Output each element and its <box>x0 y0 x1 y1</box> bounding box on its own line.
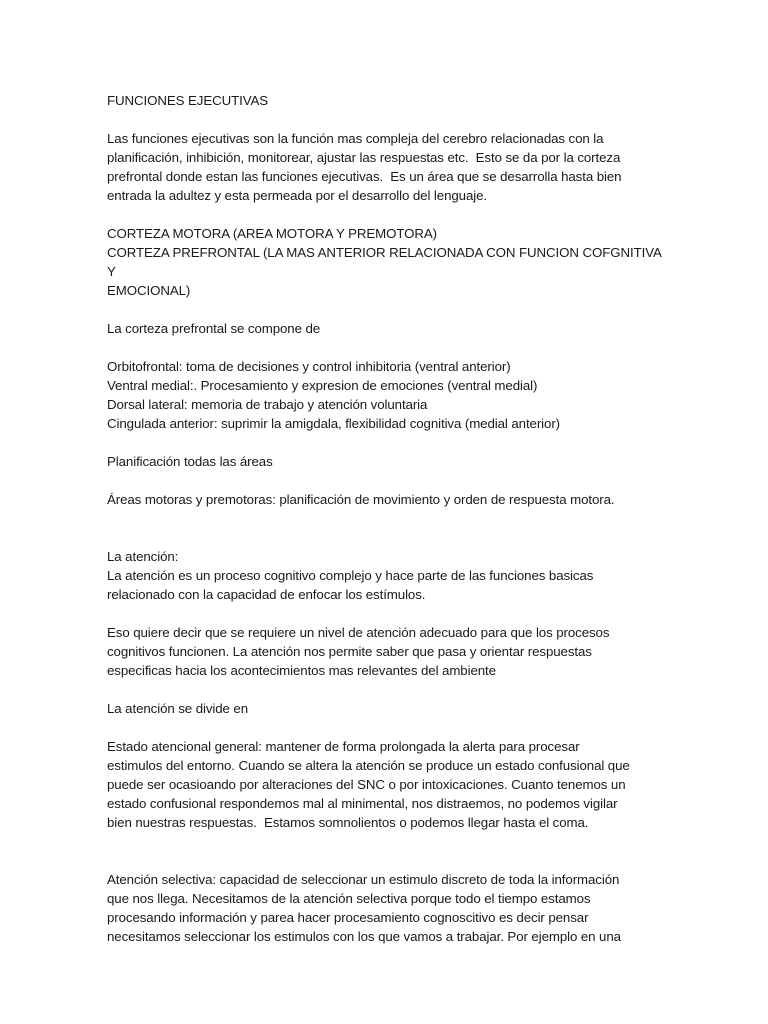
text-line: Eso quiere decir que se requiere un nivel de atención adecuado para que los procesos <box>107 625 610 640</box>
document-page <box>107 91 667 946</box>
region-item: Dorsal lateral: memoria de trabajo y atención voluntaria <box>107 397 428 412</box>
spacer <box>107 300 667 319</box>
selective-paragraph <box>107 870 667 946</box>
intro-paragraph <box>107 129 667 205</box>
spacer <box>107 832 667 870</box>
cortex-paragraph <box>107 224 667 300</box>
composition-intro: La corteza prefrontal se compone de <box>107 321 321 336</box>
text-line: La atención es un proceso cognitivo complejo y hace parte de las funciones basicas <box>107 568 594 583</box>
text-line: especificas hacia los acontecimientos mas relevantes del ambiente <box>107 663 496 678</box>
text-line: Atención selectiva: capacidad de seleccionar un estimulo discreto de toda la información <box>107 872 620 887</box>
text-line: CORTEZA MOTORA (AREA MOTORA Y PREMOTORA) <box>107 226 437 241</box>
text-line: bien nuestras respuestas. Estamos somnolientos o podemos llegar hasta el coma. <box>107 815 589 830</box>
text-line: CORTEZA PREFRONTAL (LA MAS ANTERIOR RELACIONADA CON FUNCION COFGNITIVA Y <box>107 245 665 279</box>
text-line: entrada la adultez y esta permeada por el desarrollo del lenguaje. <box>107 188 487 203</box>
region-item: Orbitofrontal: toma de decisiones y control inhibitoria (ventral anterior) <box>107 359 511 374</box>
spacer <box>107 205 667 224</box>
spacer <box>107 509 667 547</box>
text-line: necesitamos seleccionar los estimulos con los que vamos a trabajar. Por ejemplo en una <box>107 929 621 944</box>
attention-heading: La atención: <box>107 549 179 564</box>
attention-divides-line: La atención se divide en <box>107 701 249 716</box>
text-line: Estado atencional general: mantener de forma prolongada la alerta para procesar <box>107 739 580 754</box>
spacer <box>107 680 667 699</box>
text-line: que nos llega. Necesitamos de la atención selectiva porque todo el tiempo estamos <box>107 891 591 906</box>
motor-areas-line: Áreas motoras y premotoras: planificación de movimiento y orden de respuesta motora. <box>107 492 615 507</box>
spacer <box>107 338 667 357</box>
planning-line: Planificación todas las áreas <box>107 454 273 469</box>
text-line: planificación, inhibición, monitorear, ajustar las respuestas etc. Esto se da por la corteza <box>107 150 621 165</box>
spacer <box>107 604 667 623</box>
text-line: EMOCIONAL) <box>107 283 191 298</box>
region-item: Ventral medial:. Procesamiento y expresion de emociones (ventral medial) <box>107 378 538 393</box>
text-line: cognitivos funcionen. La atención nos permite saber que pasa y orientar respuestas <box>107 644 592 659</box>
attention-definition <box>107 566 667 604</box>
text-line: relacionado con la capacidad de enfocar los estímulos. <box>107 587 426 602</box>
text-line: estado confusional respondemos mal al minimental, nos distraemos, no podemos vigilar <box>107 796 618 811</box>
attention-level-paragraph <box>107 623 667 680</box>
general-state-paragraph <box>107 737 667 832</box>
region-item: Cingulada anterior: suprimir la amigdala, flexibilidad cognitiva (medial anterior) <box>107 416 560 431</box>
spacer <box>107 471 667 490</box>
spacer <box>107 110 667 129</box>
document-title: FUNCIONES EJECUTIVAS <box>107 93 269 108</box>
spacer <box>107 718 667 737</box>
text-line: procesando información y parea hacer procesamiento cognoscitivo es decir pensar <box>107 910 589 925</box>
text-line: prefrontal donde estan las funciones ejecutivas. Es un área que se desarrolla hasta bien <box>107 169 622 184</box>
text-line: estimulos del entorno. Cuando se altera la atención se produce un estado confusional que <box>107 758 630 773</box>
regions-list <box>107 357 667 433</box>
spacer <box>107 433 667 452</box>
text-line: puede ser ocasioando por alteraciones del SNC o por intoxicaciones. Cuanto tenemos un <box>107 777 626 792</box>
text-line: Las funciones ejecutivas son la función mas compleja del cerebro relacionadas con la <box>107 131 604 146</box>
